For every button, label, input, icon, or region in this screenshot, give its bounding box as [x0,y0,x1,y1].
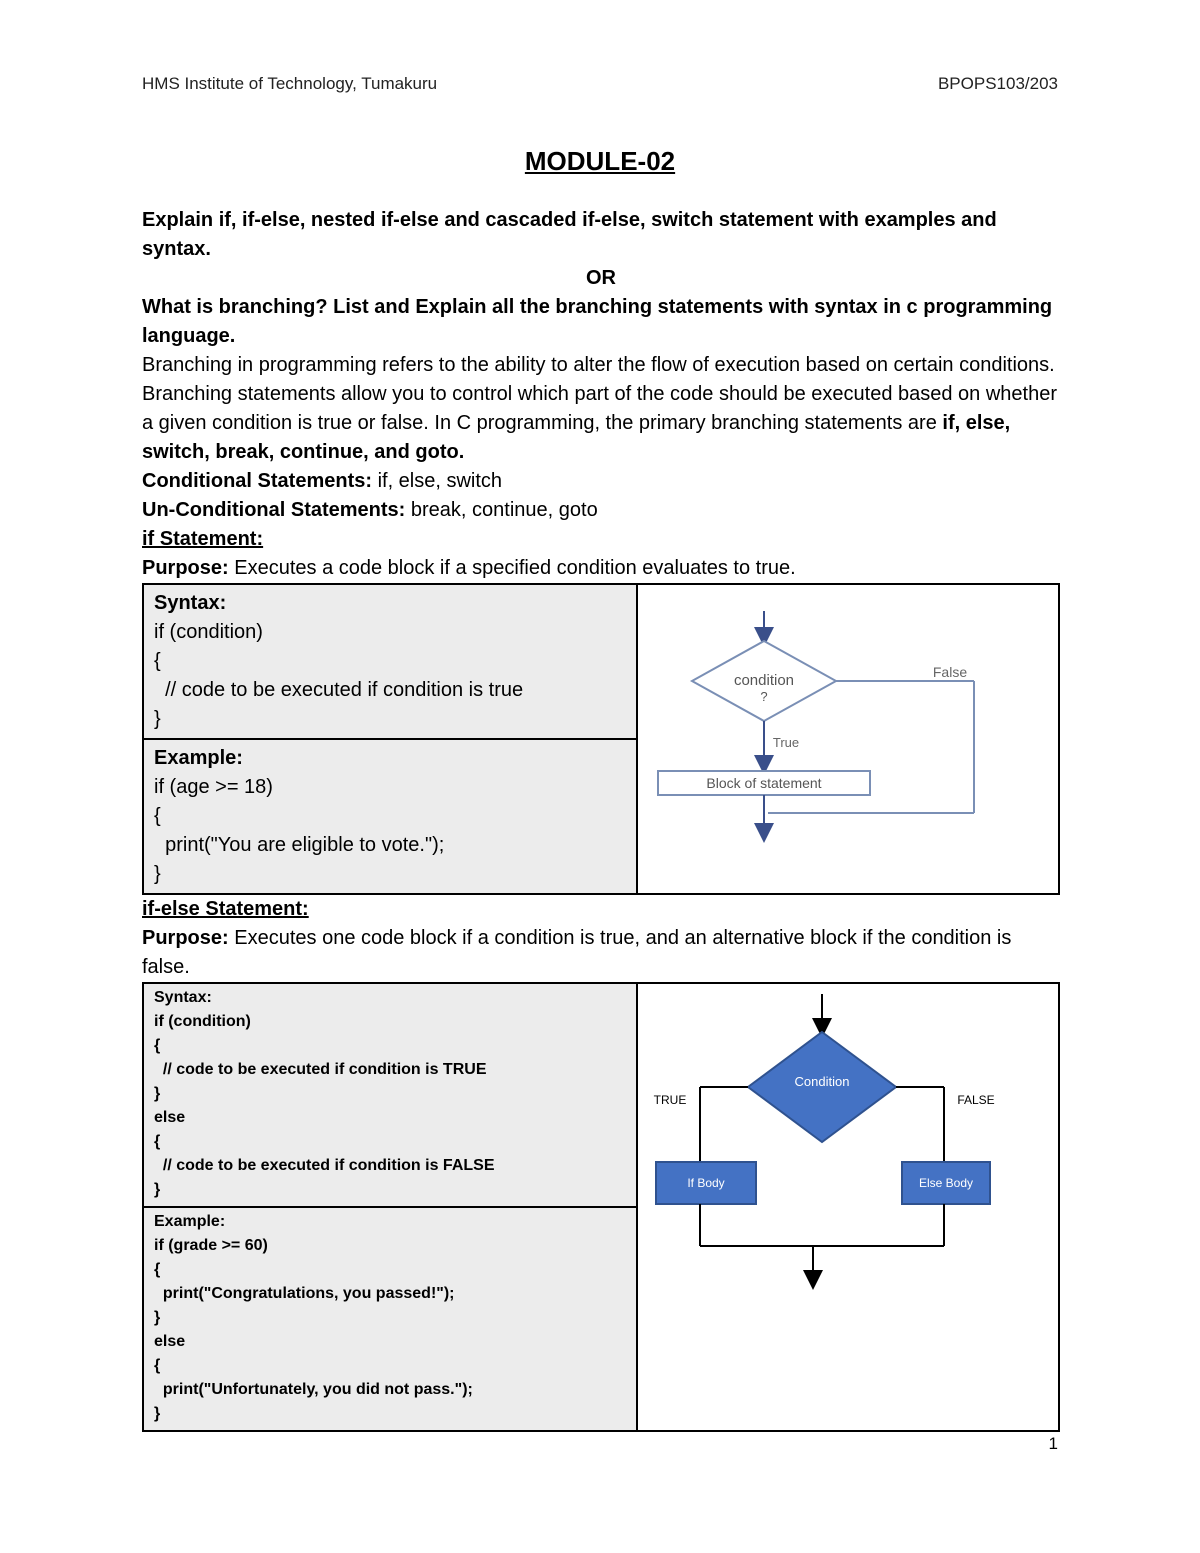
code-line: print("Congratulations, you passed!"); [154,1285,455,1302]
header-institute: HMS Institute of Technology, Tumakuru [142,74,438,93]
main-content [142,206,1060,1432]
unconditional-label: Un-Conditional Statements: [142,499,406,521]
ifelse-purpose [142,924,1060,982]
ifelse-flowchart-cell [637,983,1059,1431]
ifelse-example-cell [143,1207,637,1431]
conditional-value: if, else, switch [372,470,503,492]
conditional-label: Conditional Statements: [142,470,373,492]
page-number: 1 [1048,1434,1058,1453]
code-line: { [154,1037,161,1054]
flow-block-text: Block of statement [706,775,822,791]
flow-condition-text: Condition [794,1074,850,1089]
if-purpose-label: Purpose: [142,557,229,579]
flow-condition-text: condition [733,672,795,689]
code-line: { [154,805,161,827]
flow-true-label: TRUE [653,1093,687,1107]
ifelse-heading: if-else Statement: [142,898,309,920]
unconditional-value: break, continue, goto [405,499,598,521]
if-flowchart [638,585,1058,873]
conditional-statements [142,467,1060,496]
code-line: else [154,1333,186,1350]
question-2: What is branching? List and Explain all the branching statements with syntax in c programming language. [142,296,1053,347]
code-line: { [154,650,161,672]
code-line: } [154,1085,161,1102]
if-syntax-title: Syntax: [154,592,227,614]
flow-q-text: ? [760,689,768,704]
flow-true-label: True [772,735,800,750]
if-table [142,583,1060,895]
if-example-title: Example: [154,747,243,769]
page-title: MODULE-02 [524,146,676,176]
if-example-cell [143,739,637,894]
flow-false-label: FALSE [957,1093,995,1107]
flow-if-body-text: If Body [687,1176,725,1190]
code-line: if (condition) [154,1013,251,1030]
code-line: { [154,1133,161,1150]
code-line: } [154,1181,161,1198]
code-line: if (condition) [154,621,263,643]
code-line: } [154,863,161,885]
code-line: if (age >= 18) [154,776,273,798]
intro-paragraph [142,351,1060,467]
ifelse-syntax-title: Syntax: [154,989,212,1006]
code-line: if (grade >= 60) [154,1237,268,1254]
code-line: // code to be executed if condition is TRUE [154,1061,487,1078]
code-line: { [154,1357,161,1374]
code-line: // code to be executed if condition is true [154,679,524,701]
intro-text: Branching in programming refers to the ability to alter the flow of execution based on certain conditions. Branching statements allow you to control which part of the code should be executed based on whether a given condition is true or false. In C programming, the primary branching statements are [142,354,1058,434]
ifelse-purpose-text: Executes one code block if a condition is true, and an alternative block if the condition is false. [142,927,1012,978]
code-line: } [154,1309,161,1326]
code-line: print("You are eligible to vote."); [154,834,445,856]
ifelse-syntax-cell [143,983,637,1207]
intro-keywords: if, else, switch, break, continue, and goto. [142,412,1011,463]
code-line: else [154,1109,186,1126]
ifelse-purpose-label: Purpose: [142,927,229,949]
if-purpose-text: Executes a code block if a specified condition evaluates to true. [228,557,796,579]
ifelse-example-title: Example: [154,1213,226,1230]
flow-else-body-text: Else Body [918,1176,974,1190]
ifelse-table [142,982,1060,1432]
question-1: Explain if, if-else, nested if-else and cascaded if-else, switch statement with examples and syntax. [142,209,997,260]
or-separator: OR [586,267,616,289]
if-flowchart-cell [637,584,1059,894]
unconditional-statements [142,496,1060,525]
ifelse-flowchart [638,984,1058,1412]
if-purpose [142,554,1060,583]
code-line: { [154,1261,161,1278]
if-heading: if Statement: [142,528,264,550]
code-line: } [154,708,161,730]
code-line: print("Unfortunately, you did not pass."); [154,1381,473,1398]
if-syntax-cell [143,584,637,739]
code-line: } [154,1405,161,1422]
flow-false-label: False [932,664,968,680]
header-course-code: BPOPS103/203 [937,74,1058,93]
code-line: // code to be executed if condition is FALSE [154,1157,495,1174]
